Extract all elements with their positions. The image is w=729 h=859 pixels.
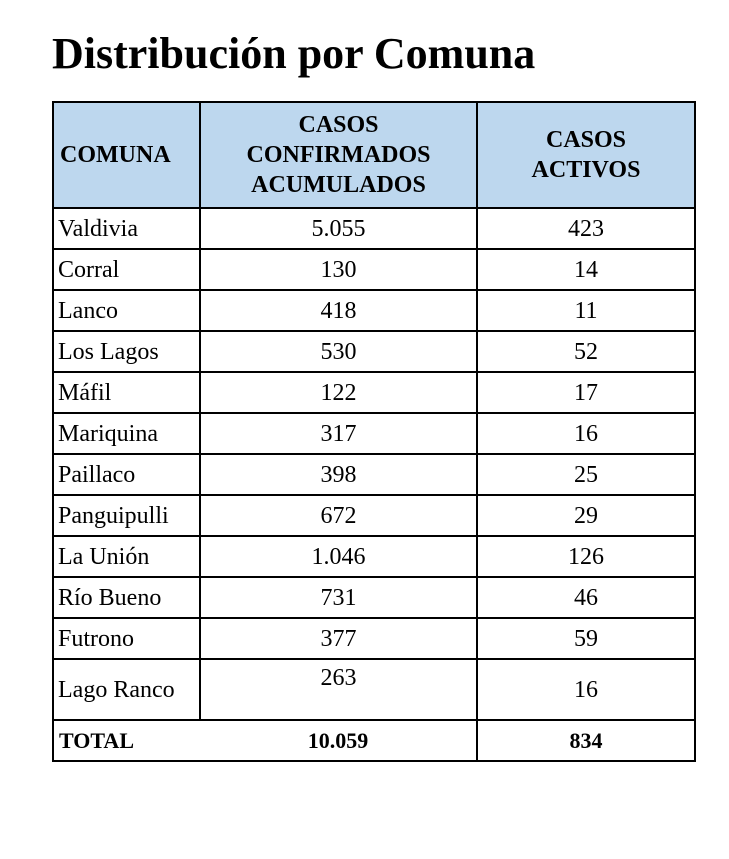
comuna-cell: Futrono	[53, 618, 200, 659]
confirmados-cell: 317	[200, 413, 477, 454]
activos-cell: 52	[477, 331, 695, 372]
activos-cell: 14	[477, 249, 695, 290]
confirmados-cell: 5.055	[200, 208, 477, 249]
activos-cell: 16	[477, 659, 695, 720]
comuna-cell: Máfil	[53, 372, 200, 413]
confirmados-cell: 130	[200, 249, 477, 290]
header-activos-line-2: ACTIVOS	[531, 157, 641, 183]
comuna-cell: Lago Ranco	[53, 659, 200, 720]
header-confirmados-line-3: ACUMULADOS	[251, 172, 426, 198]
activos-cell: 25	[477, 454, 695, 495]
comuna-cell: La Unión	[53, 536, 200, 577]
activos-cell: 17	[477, 372, 695, 413]
confirmados-cell: 377	[200, 618, 477, 659]
header-activos-line-1: CASOS	[545, 127, 627, 153]
page-title: Distribución por Comuna	[52, 29, 536, 78]
table-body	[53, 208, 695, 720]
header-confirmados-line-1: CASOS	[298, 112, 379, 138]
table-row	[53, 249, 695, 290]
table-header	[53, 102, 695, 208]
total-activos: 834	[477, 720, 695, 761]
confirmados-cell: 1.046	[200, 536, 477, 577]
header-confirmados-line-2: CONFIRMADOS	[246, 142, 431, 168]
activos-cell: 59	[477, 618, 695, 659]
table-row	[53, 413, 695, 454]
header-comuna-label: COMUNA	[60, 142, 171, 168]
table-row	[53, 331, 695, 372]
activos-cell: 423	[477, 208, 695, 249]
confirmados-cell: 263	[200, 659, 477, 720]
confirmados-cell: 672	[200, 495, 477, 536]
header-comuna	[53, 102, 200, 208]
comuna-cell: Los Lagos	[53, 331, 200, 372]
table-footer	[53, 720, 695, 761]
distribution-table	[52, 101, 696, 762]
comuna-cell: Mariquina	[53, 413, 200, 454]
activos-cell: 126	[477, 536, 695, 577]
comuna-cell: Corral	[53, 249, 200, 290]
total-label: TOTAL	[53, 720, 200, 761]
total-row	[53, 720, 695, 761]
header-row	[53, 102, 695, 208]
activos-cell: 16	[477, 413, 695, 454]
table-row	[53, 577, 695, 618]
comuna-cell: Panguipulli	[53, 495, 200, 536]
table-row	[53, 536, 695, 577]
table-row	[53, 495, 695, 536]
total-confirmados: 10.059	[200, 720, 477, 761]
activos-cell: 46	[477, 577, 695, 618]
comuna-cell: Lanco	[53, 290, 200, 331]
comuna-cell: Valdivia	[53, 208, 200, 249]
table-row	[53, 372, 695, 413]
table-row	[53, 618, 695, 659]
comuna-cell: Río Bueno	[53, 577, 200, 618]
header-casos-confirmados-acumulados	[200, 102, 477, 208]
confirmados-cell: 418	[200, 290, 477, 331]
confirmados-cell: 122	[200, 372, 477, 413]
header-casos-activos	[477, 102, 695, 208]
confirmados-cell: 731	[200, 577, 477, 618]
table-row	[53, 454, 695, 495]
activos-cell: 11	[477, 290, 695, 331]
table-row	[53, 290, 695, 331]
activos-cell: 29	[477, 495, 695, 536]
table-row	[53, 208, 695, 249]
table-row	[53, 659, 695, 720]
confirmados-cell: 398	[200, 454, 477, 495]
confirmados-cell: 530	[200, 331, 477, 372]
comuna-cell: Paillaco	[53, 454, 200, 495]
